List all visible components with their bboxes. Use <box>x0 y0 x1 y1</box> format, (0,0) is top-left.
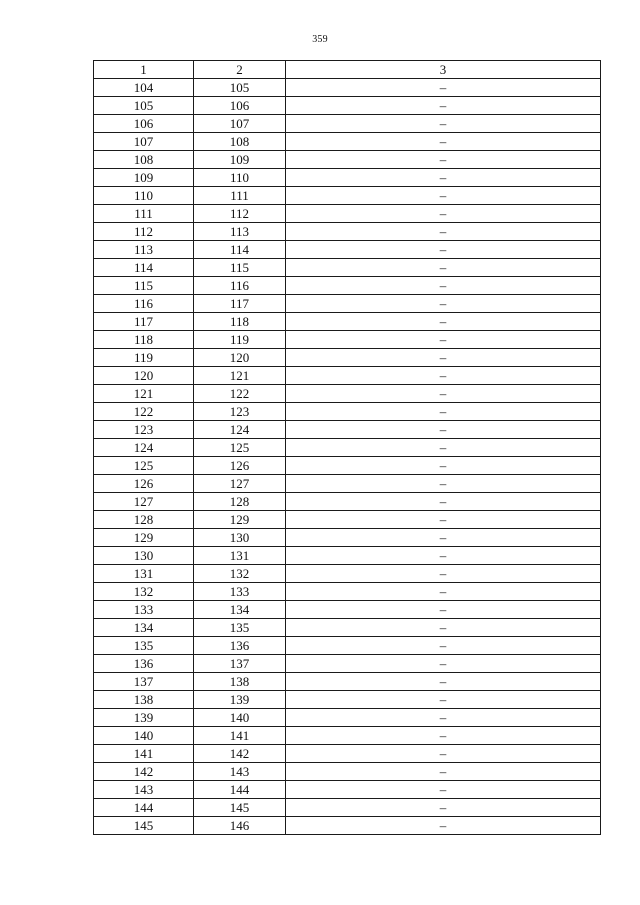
table-cell: – <box>286 745 601 763</box>
table-row <box>94 223 601 241</box>
table-cell: 110 <box>94 187 194 205</box>
table-row <box>94 385 601 403</box>
table-cell: 120 <box>194 349 286 367</box>
table-row <box>94 97 601 115</box>
table-cell: 144 <box>194 781 286 799</box>
table-cell: 140 <box>194 709 286 727</box>
table-row <box>94 673 601 691</box>
table-row <box>94 79 601 97</box>
table-row <box>94 493 601 511</box>
table-row <box>94 763 601 781</box>
table-cell: 107 <box>194 115 286 133</box>
table-cell: 141 <box>194 727 286 745</box>
column-header: 3 <box>286 61 601 79</box>
table-cell: – <box>286 259 601 277</box>
table-row <box>94 313 601 331</box>
table-cell: 131 <box>94 565 194 583</box>
table-cell: – <box>286 295 601 313</box>
table-row <box>94 637 601 655</box>
table-cell: 106 <box>94 115 194 133</box>
table-row <box>94 277 601 295</box>
table-cell: 134 <box>94 619 194 637</box>
table-cell: 135 <box>94 637 194 655</box>
table-row <box>94 727 601 745</box>
table-cell: 143 <box>194 763 286 781</box>
table-cell: 118 <box>194 313 286 331</box>
table-cell: 137 <box>94 673 194 691</box>
table-cell: – <box>286 115 601 133</box>
table-cell: – <box>286 97 601 115</box>
table-row <box>94 205 601 223</box>
table-cell: 104 <box>94 79 194 97</box>
table-cell: – <box>286 457 601 475</box>
table-cell: 142 <box>94 763 194 781</box>
table-cell: – <box>286 601 601 619</box>
table-cell: 112 <box>194 205 286 223</box>
table-cell: 108 <box>94 151 194 169</box>
table-cell: – <box>286 799 601 817</box>
page-number: 359 <box>312 34 328 45</box>
table-cell: 145 <box>94 817 194 835</box>
table-row <box>94 691 601 709</box>
table-cell: – <box>286 565 601 583</box>
table-cell: – <box>286 403 601 421</box>
table-cell: 116 <box>194 277 286 295</box>
table-row <box>94 583 601 601</box>
table-cell: 121 <box>94 385 194 403</box>
table-cell: – <box>286 169 601 187</box>
table-cell: 124 <box>194 421 286 439</box>
table-cell: – <box>286 547 601 565</box>
table-cell: 141 <box>94 745 194 763</box>
table-row <box>94 187 601 205</box>
table-cell: – <box>286 727 601 745</box>
table-cell: 140 <box>94 727 194 745</box>
table-cell: – <box>286 529 601 547</box>
table-cell: 136 <box>194 637 286 655</box>
table-cell: 117 <box>194 295 286 313</box>
table-cell: 133 <box>94 601 194 619</box>
table-cell: – <box>286 781 601 799</box>
table-cell: – <box>286 223 601 241</box>
table-cell: 128 <box>94 511 194 529</box>
table-cell: 139 <box>94 709 194 727</box>
table-cell: 111 <box>94 205 194 223</box>
table-cell: 135 <box>194 619 286 637</box>
table-cell: – <box>286 637 601 655</box>
table-cell: 125 <box>194 439 286 457</box>
table-row <box>94 457 601 475</box>
table-cell: – <box>286 475 601 493</box>
table-cell: – <box>286 331 601 349</box>
table-cell: 106 <box>194 97 286 115</box>
table-cell: 105 <box>94 97 194 115</box>
table-cell: – <box>286 439 601 457</box>
table-cell: – <box>286 583 601 601</box>
table-cell: 132 <box>94 583 194 601</box>
table-cell: 113 <box>194 223 286 241</box>
table-cell: 114 <box>94 259 194 277</box>
table-cell: – <box>286 421 601 439</box>
table-row <box>94 709 601 727</box>
table-cell: 105 <box>194 79 286 97</box>
table-cell: 126 <box>94 475 194 493</box>
table-cell: 145 <box>194 799 286 817</box>
table-cell: – <box>286 619 601 637</box>
table-header-row <box>94 61 601 79</box>
table-cell: 119 <box>94 349 194 367</box>
table-cell: 139 <box>194 691 286 709</box>
table-cell: 137 <box>194 655 286 673</box>
table-cell: 122 <box>94 403 194 421</box>
table-row <box>94 655 601 673</box>
table-cell: – <box>286 691 601 709</box>
table-cell: – <box>286 187 601 205</box>
table-row <box>94 529 601 547</box>
table-row <box>94 241 601 259</box>
table-cell: 138 <box>94 691 194 709</box>
table-cell: 130 <box>94 547 194 565</box>
table-cell: – <box>286 241 601 259</box>
table-row <box>94 349 601 367</box>
table-cell: 120 <box>94 367 194 385</box>
table-cell: – <box>286 133 601 151</box>
table-cell: – <box>286 349 601 367</box>
table-cell: – <box>286 313 601 331</box>
table-row <box>94 295 601 313</box>
table-row <box>94 619 601 637</box>
table-cell: 131 <box>194 547 286 565</box>
table-cell: 114 <box>194 241 286 259</box>
table-cell: 138 <box>194 673 286 691</box>
table-row <box>94 547 601 565</box>
table-cell: 109 <box>194 151 286 169</box>
table-cell: 123 <box>194 403 286 421</box>
table-cell: – <box>286 367 601 385</box>
table-cell: 121 <box>194 367 286 385</box>
table-cell: 127 <box>194 475 286 493</box>
table-cell: 130 <box>194 529 286 547</box>
table-cell: 119 <box>194 331 286 349</box>
table-row <box>94 745 601 763</box>
table-row <box>94 115 601 133</box>
table-cell: 117 <box>94 313 194 331</box>
table-cell: 116 <box>94 295 194 313</box>
table-cell: 129 <box>194 511 286 529</box>
table-cell: 146 <box>194 817 286 835</box>
table-body <box>94 79 601 835</box>
table-cell: 142 <box>194 745 286 763</box>
table-cell: – <box>286 673 601 691</box>
table-row <box>94 439 601 457</box>
table-cell: 122 <box>194 385 286 403</box>
table-row <box>94 367 601 385</box>
table-cell: – <box>286 709 601 727</box>
table-cell: 144 <box>94 799 194 817</box>
table-row <box>94 475 601 493</box>
table-row <box>94 259 601 277</box>
table-row <box>94 151 601 169</box>
table-cell: – <box>286 763 601 781</box>
table-cell: 111 <box>194 187 286 205</box>
table-row <box>94 565 601 583</box>
table-cell: – <box>286 493 601 511</box>
table-cell: 127 <box>94 493 194 511</box>
table-row <box>94 511 601 529</box>
table-cell: 110 <box>194 169 286 187</box>
table-cell: – <box>286 385 601 403</box>
table-cell: 113 <box>94 241 194 259</box>
table-cell: – <box>286 817 601 835</box>
table-cell: 109 <box>94 169 194 187</box>
table-cell: 128 <box>194 493 286 511</box>
table-row <box>94 601 601 619</box>
table-cell: 108 <box>194 133 286 151</box>
table-row <box>94 133 601 151</box>
table-cell: 129 <box>94 529 194 547</box>
table-cell: 125 <box>94 457 194 475</box>
table-cell: 134 <box>194 601 286 619</box>
table-row <box>94 817 601 835</box>
table-cell: 132 <box>194 565 286 583</box>
column-header: 1 <box>94 61 194 79</box>
table-row <box>94 169 601 187</box>
table-cell: 126 <box>194 457 286 475</box>
table-cell: 123 <box>94 421 194 439</box>
table-cell: 112 <box>94 223 194 241</box>
table-row <box>94 781 601 799</box>
table-row <box>94 403 601 421</box>
table-cell: – <box>286 511 601 529</box>
table-cell: 143 <box>94 781 194 799</box>
table-row <box>94 421 601 439</box>
table-cell: – <box>286 277 601 295</box>
table-cell: 115 <box>194 259 286 277</box>
table-cell: – <box>286 205 601 223</box>
table-cell: – <box>286 655 601 673</box>
table-cell: 136 <box>94 655 194 673</box>
table-cell: 133 <box>194 583 286 601</box>
table-cell: 124 <box>94 439 194 457</box>
column-header: 2 <box>194 61 286 79</box>
table-row <box>94 799 601 817</box>
table-cell: 118 <box>94 331 194 349</box>
data-table <box>93 60 601 835</box>
table-row <box>94 331 601 349</box>
table-cell: – <box>286 151 601 169</box>
table-cell: – <box>286 79 601 97</box>
table-cell: 107 <box>94 133 194 151</box>
table-cell: 115 <box>94 277 194 295</box>
